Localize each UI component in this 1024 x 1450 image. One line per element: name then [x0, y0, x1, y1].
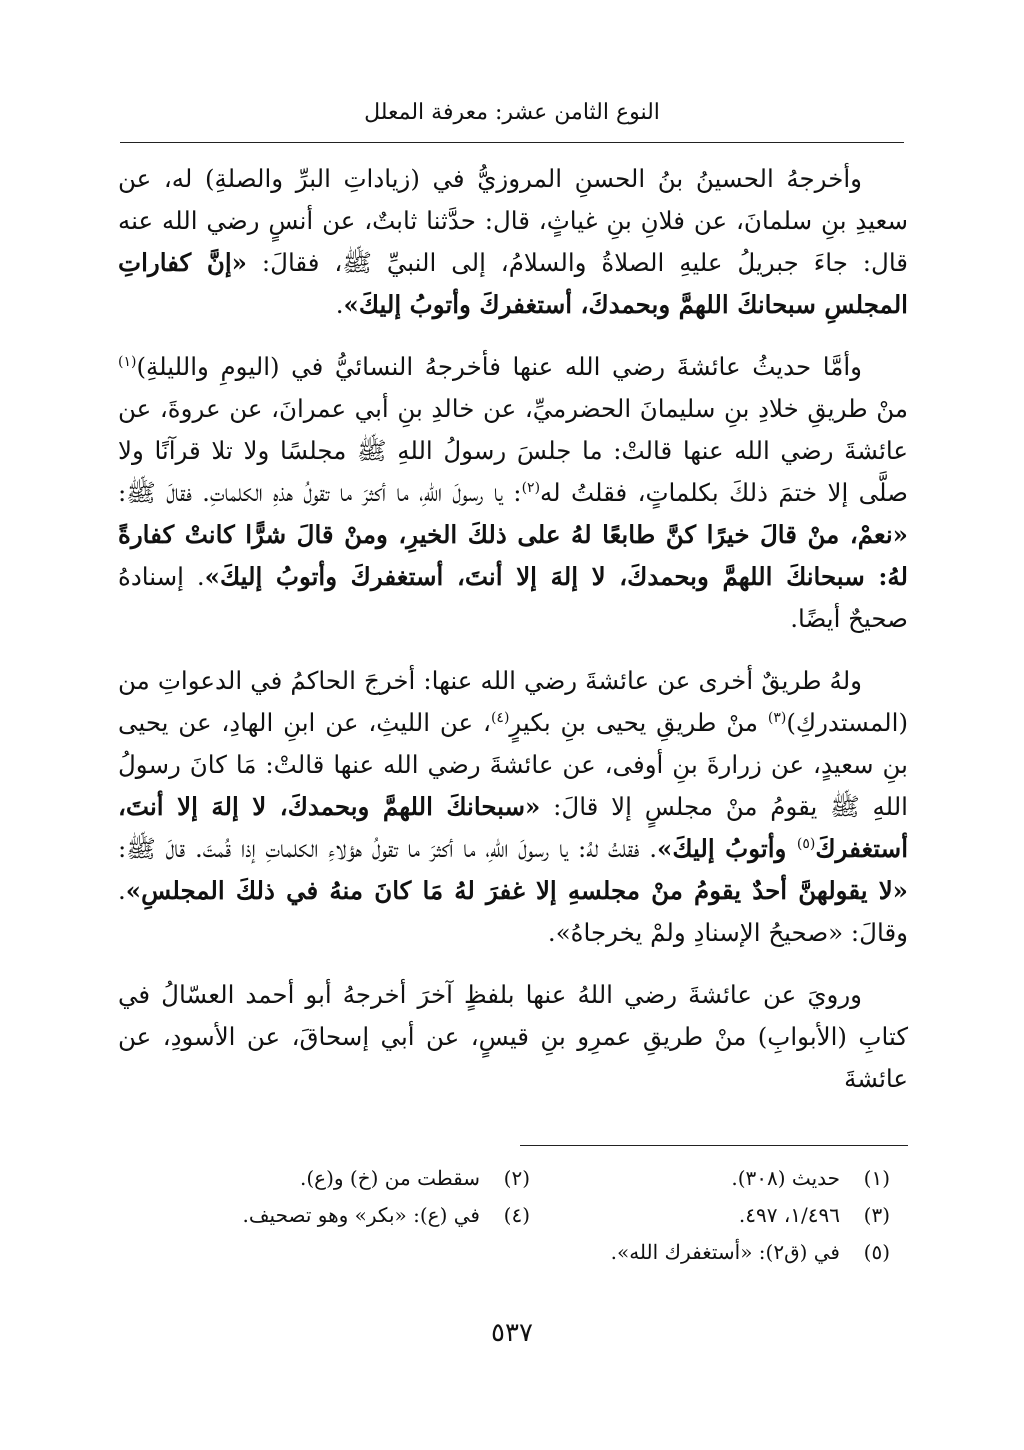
paragraph-3 — [118, 660, 908, 954]
text-run: . وقالَ: «صحيحُ الإسنادِ ولمْ يخرجاهُ». — [118, 876, 908, 947]
footnote-text: في (ع): «بكر» وهو تصحيف. — [242, 1203, 480, 1227]
footnote-number: (٢) — [503, 1166, 530, 1190]
page-number: ٥٣٧ — [491, 1318, 533, 1348]
footnote-divider — [520, 1145, 908, 1146]
paragraph-4 — [118, 974, 908, 1100]
text-run: ، عن الليثِ، عن ابنِ الهادِ، عن يحيى بنِ سعيدٍ، عن زرارةَ بنِ أوفى، عن عائشةَ رضي الله عنها قالتْ: مَا كانَ رسولُ اللهِ ﷺ يقومُ منْ مجلسٍ إلا قالَ: — [118, 708, 908, 821]
footnotes — [170, 1160, 890, 1271]
footnote-1 — [530, 1160, 890, 1197]
footnote-row — [170, 1197, 890, 1234]
footnote-reference: (٣) — [767, 709, 787, 726]
text-run: : يا رسولَ اللهِ، ما أكثرَ ما تقولُ هذهِ الكلماتِ. فقالَ ﷺ: — [118, 478, 522, 507]
hadith-quote: «سبحانكَ اللهمَّ وبحمدكَ، لا إلهَ إلا أنتَ، أستغفركَ — [118, 792, 909, 863]
hadith-quote: وأتوبُ إليكَ» — [657, 834, 797, 863]
footnote-number: (٣) — [863, 1203, 890, 1227]
text-run: ولهُ طريقٌ أخرى عن عائشةَ رضي الله عنها: أخرجَ الحاكمُ في الدعواتِ من (المستدركِ) — [118, 666, 908, 737]
text-run: وأخرجهُ الحسينُ بنُ الحسنِ المروزيُّ في (زياداتِ البرِّ والصلةِ) له، عن سعيدِ بنِ سلمانَ، عن فلانِ بنِ غياثٍ، قال: حدَّثنا ثابتٌ، عن أنسٍ رضي الله عنه قال: جاءَ جبريلُ عليهِ الصلاةُ والسلامُ، إلى النبيِّ ﷺ، فقالَ: — [118, 164, 908, 277]
paragraph-2 — [118, 346, 908, 640]
text-run: . فقلتُ لهُ: يا رسولَ اللهِ، ما أكثرَ ما تقولُ هؤلاءِ الكلماتِ إذا قُمتَ. قالَ ﷺ: — [118, 834, 657, 863]
running-head-title: النوع الثامن عشر: معرفة المعلل — [364, 100, 660, 125]
hadith-quote: «إنَّ كفاراتِ المجلسِ سبحانكَ اللهمَّ وبحمدكَ، أستغفركَ وأتوبُ إليكَ» — [118, 248, 908, 319]
footnote-4 — [170, 1197, 530, 1234]
footnote-row — [170, 1160, 890, 1197]
footnote-text: ١/٤٩٦، ٤٩٧. — [738, 1203, 840, 1227]
text-run: منْ طريقِ يحيى بنِ بكيرٍ — [509, 708, 768, 737]
hadith-quote: «نعمْ، منْ قالَ خيرًا كنَّ طابعًا لهُ على ذلكَ الخيرِ، ومنْ قالَ شرًّا كانتْ كفارةً لهُ: سبحانكَ اللهمَّ وبحمدكَ، لا إلهَ إلا أنتَ، أستغفركَ وأتوبُ إليكَ» — [118, 520, 909, 591]
footnote-2 — [170, 1160, 530, 1197]
main-text — [118, 158, 908, 1100]
footnote-reference: (٤) — [490, 709, 510, 726]
footnote-row — [170, 1234, 890, 1271]
footnote-number: (١) — [863, 1166, 890, 1190]
text-run: . إسنادهُ صحيحٌ أيضًا. — [118, 562, 908, 633]
footnote-reference: (٢) — [521, 479, 541, 496]
text-run: منْ طريقِ خلادِ بنِ سليمانَ الحضرميِّ، عن خالدِ بنِ أبي عمرانَ، عن عروةَ، عن عائشةَ رضي الله عنها قالتْ: ما جلسَ رسولُ اللهِ ﷺ مجلسًا ولا تلا قرآنًا ولا صلَّى إلا ختمَ ذلكَ بكلماتٍ، فقلتُ له — [118, 394, 908, 507]
footnote-3 — [530, 1197, 890, 1234]
text-run: ورويَ عن عائشةَ رضي اللهُ عنها بلفظٍ آخرَ أخرجهُ أبو أحمد العسّالُ في كتابِ (الأبوابِ) منْ طريقِ عمرِو بنِ قيسٍ، عن أبي إسحاقَ، عن الأسودِ، عن عائشةَ — [118, 980, 908, 1093]
footnote-number: (٥) — [863, 1240, 890, 1264]
footnote-text: سقطت من (خ) و(ع). — [300, 1166, 480, 1190]
text-run: . — [335, 290, 344, 319]
header-divider — [120, 142, 904, 143]
footnote-text: حديث (٣٠٨). — [731, 1166, 840, 1190]
text-run: وأمَّا حديثُ عائشةَ رضي الله عنها فأخرجهُ النسائيُّ في (اليومِ والليلةِ) — [136, 352, 862, 381]
footnote-reference: (٥) — [796, 835, 816, 852]
hadith-quote: «لا يقولهنَّ أحدٌ يقومُ منْ مجلسهِ إلا غفرَ لهُ مَا كانَ منهُ في ذلكَ المجلسِ» — [125, 876, 908, 905]
footnote-5 — [530, 1234, 890, 1271]
footnote-reference: (١) — [118, 353, 137, 370]
footnote-number: (٤) — [503, 1203, 530, 1227]
paragraph-1 — [118, 158, 908, 326]
footnote-text: في (ق٢): «أستغفرك الله». — [610, 1240, 840, 1264]
